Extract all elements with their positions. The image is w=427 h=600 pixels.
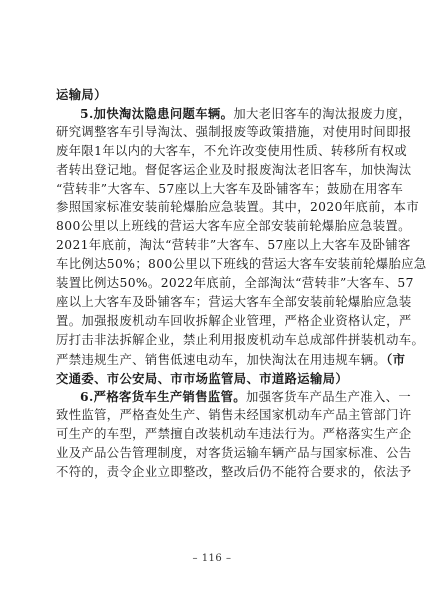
bold-text-run: 5.加快淘汰隐患问题车辆。 xyxy=(80,105,234,121)
text-run: 不符的，责令企业立即整改，整改后仍不能符合要求的，依法予 xyxy=(56,465,412,479)
text-run: 业及产品公告管理制度，对客货运输车辆产品与国家标准、公告 xyxy=(56,446,412,461)
text-line xyxy=(56,143,408,159)
text-run: 座以上大客车及卧铺客车；营运大客车全部安装前轮爆胎应急装 xyxy=(56,294,412,309)
text-run: 厉打击非法拆解企业，禁止利用报废机动车总成部件拼装机动车。 xyxy=(56,332,425,347)
text-line xyxy=(56,238,411,253)
text-line xyxy=(80,105,412,122)
bold-text-run: 运输局） xyxy=(56,87,107,102)
text-run: 加大老旧客车的淘汰报废力度， xyxy=(233,106,412,121)
page-number: – 116 – xyxy=(192,553,232,564)
text-line xyxy=(56,427,412,442)
text-run: 严禁违规生产、销售低速电动车，加快淘汰在用违规车辆。 xyxy=(56,352,387,367)
text-run: 研究调整客车引导淘汰、强制报废等政策措施，对使用时间即报 xyxy=(56,124,412,139)
bold-text-run: 交通委、市公安局、市市场监管局、市道路运输局） xyxy=(56,370,349,386)
text-line xyxy=(80,389,412,405)
text-line xyxy=(56,219,411,234)
text-line xyxy=(56,371,372,387)
text-line xyxy=(56,87,372,103)
text-run: 可生产的车型，严禁擅自改装机动车违法行为。严格落实生产企 xyxy=(56,427,412,442)
text-line xyxy=(56,351,406,368)
text-line xyxy=(56,294,412,310)
text-run: 装置比例达50%。2022年底前，全部淘汰“营转非”大客车、57 xyxy=(56,276,414,290)
text-line xyxy=(56,446,412,461)
text-line xyxy=(56,162,412,178)
bold-text-run: （市 xyxy=(386,351,406,367)
text-run: 800公里以上班线的营运大客车应全部安装前轮爆胎应急装置。 xyxy=(56,219,411,234)
text-run: 者转出登记地。督促客运企业及时报废淘汰老旧客车，加快淘汰 xyxy=(56,162,412,177)
text-line xyxy=(56,257,427,272)
text-line xyxy=(56,332,425,348)
bold-text-run: 6.严格客货车生产销售监管。 xyxy=(80,389,247,405)
text-run: 废年限1年以内的大客车，不允许改变使用性质、转移所有权或 xyxy=(56,143,408,158)
text-run: 参照国家标准安装前轮爆胎应急装置。其中，2020年底前，本市 xyxy=(56,200,420,215)
text-run: 致性监管，严格查处生产、销售未经国家机动车产品主管部门许 xyxy=(56,408,412,423)
text-line xyxy=(56,465,412,480)
text-run: 置。加强报废机动车回收拆解企业管理，严格企业资格认定，严 xyxy=(56,313,412,328)
text-run: 2021年底前，淘汰“营转非”大客车、57座以上大客车及卧铺客 xyxy=(56,238,411,253)
text-run: 加强客货车产品生产准入、一 xyxy=(246,390,412,405)
text-line xyxy=(56,408,412,423)
text-line xyxy=(56,313,412,329)
text-line xyxy=(56,124,412,140)
text-line xyxy=(56,276,414,291)
text-line xyxy=(56,181,404,197)
text-run: “营转非”大客车、57座以上大客车及卧铺客车；鼓励在用客车 xyxy=(56,181,404,196)
text-line xyxy=(56,200,420,215)
text-run: 车比例达50%；800公里以下班线的营运大客车安装前轮爆胎应急 xyxy=(56,257,427,272)
